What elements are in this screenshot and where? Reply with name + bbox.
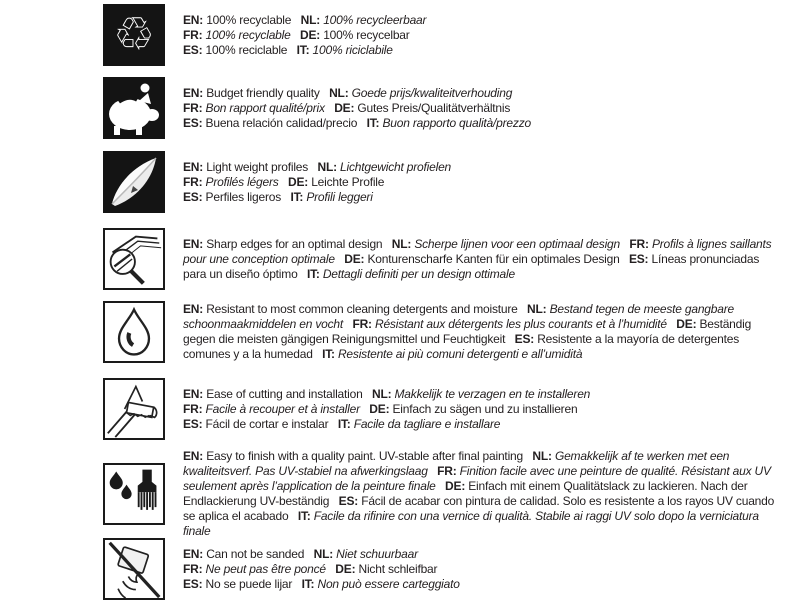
lang-label: FR:: [183, 100, 206, 115]
lang-label: EN:: [183, 159, 207, 174]
lang-text: Líneas pronunciadas para un diseño óptimo: [183, 251, 760, 281]
lang-text: Ne peut pas être poncé: [205, 561, 326, 576]
lang-label: EN:: [183, 12, 207, 27]
lang-entry-nl: [392, 237, 630, 251]
lang-text: Profils à lignes saillants pour une conception optimale: [183, 236, 772, 266]
text-line: [183, 86, 775, 101]
lang-label: DE:: [287, 174, 312, 189]
lang-text: Profili leggeri: [306, 189, 373, 204]
lang-label: ES:: [338, 494, 362, 508]
lang-label: NL:: [371, 386, 395, 401]
lang-label: NL:: [300, 12, 324, 27]
lang-entry-de: [334, 101, 519, 115]
lang-label: DE:: [676, 317, 700, 331]
lang-label: FR:: [183, 561, 206, 576]
lang-text: Scherpe lijnen voor een optimaal design: [414, 236, 620, 251]
lang-entry-it: [338, 417, 510, 431]
text-line: [183, 547, 775, 562]
lang-label: EN:: [183, 449, 207, 463]
lang-label: EN:: [183, 302, 207, 316]
lang-text: Finition facile avec une peinture de qualité. Résistant aux UV seulement après l’application de la peinture finale: [183, 464, 771, 493]
feature-row-recyclable: [103, 4, 783, 66]
lang-entry-it: [290, 190, 382, 204]
lang-entry-it: [322, 347, 592, 361]
lang-text: Fácil de cortar e instalar: [205, 416, 329, 431]
feature-text-recyclable: [183, 13, 775, 58]
lang-entry-fr: [183, 101, 334, 115]
water-droplet-icon: [103, 301, 165, 363]
lang-entry-de: [300, 28, 419, 42]
lang-label: FR:: [629, 236, 652, 251]
lang-entry-fr: [183, 28, 300, 42]
feature-text-no-sanding: [183, 547, 775, 592]
lang-entry-es: [183, 577, 302, 591]
lang-label: NL:: [391, 236, 415, 251]
lang-text: Light weight profiles: [206, 159, 309, 174]
feature-row-moisture-resistant: [103, 301, 783, 363]
lang-entry-fr: [183, 562, 335, 576]
lang-text: 100% recyclable: [206, 12, 292, 27]
lang-text: Facile da tagliare e installare: [353, 416, 501, 431]
text-line: [183, 577, 775, 592]
text-line: [183, 116, 775, 131]
lang-text: 100% recycelbar: [323, 27, 410, 42]
lang-text: Fácil de acabar con pintura de calidad. Solo es resistente a los rayos UV cuando se aplica el acabado: [183, 494, 775, 523]
lang-text: Facile à recouper et à installer: [205, 401, 360, 416]
lang-text: Facile da rifinire con una vernice di qualità. Stabile ai raggi UV solo dopo la verniciatura finale: [183, 509, 759, 538]
lang-label: EN:: [183, 386, 207, 401]
lang-text: Buon rapporto qualità/prezzo: [382, 115, 531, 130]
lang-entry-nl: [301, 13, 436, 27]
lang-label: FR:: [352, 317, 375, 331]
lang-entry-de: [288, 175, 394, 189]
lang-entry-en: [183, 449, 532, 463]
lang-text: Einfach mit einem Qualitätslack zu lackieren. Nach der Endlackierung UV-beständig: [183, 479, 748, 508]
text-line: [183, 28, 775, 43]
text-line: [183, 417, 775, 432]
lang-entry-nl: [314, 547, 428, 561]
lang-entry-it: [367, 116, 541, 130]
lang-text: Konturenscharfe Kanten für ein optimales Design: [367, 251, 620, 266]
lang-text: Leichte Profile: [311, 174, 385, 189]
lang-label: NL:: [317, 159, 341, 174]
recycle-icon: ♲: [103, 4, 165, 66]
lang-text: 100% recycleerbaar: [323, 12, 427, 27]
lang-text: Bestand tegen de meeste gangbare schoonmaakmiddelen en vocht: [183, 302, 734, 331]
lang-entry-de: [335, 562, 446, 576]
lang-label: FR:: [183, 401, 206, 416]
lang-text: Lichtgewicht profielen: [340, 159, 452, 174]
feature-row-lightweight-profiles: [103, 151, 783, 213]
lang-label: DE:: [334, 100, 358, 115]
lang-label: EN:: [183, 546, 207, 561]
feature-text-moisture-resistant: [183, 302, 775, 362]
lang-text: Ease of cutting and installation: [206, 386, 363, 401]
lang-label: IT:: [306, 266, 323, 281]
lang-entry-en: [183, 302, 527, 316]
lang-label: DE:: [344, 251, 368, 266]
lang-text: Makkelijk te verzagen en te installeren: [394, 386, 591, 401]
lang-entry-es: [183, 116, 367, 130]
lang-text: Beständig gegen die meisten gängigen Reinigungsmittel und Feuchtigkeit: [183, 317, 752, 346]
lang-label: IT:: [296, 42, 313, 57]
lang-text: Résistant aux détergents les plus courants et à l’humidité: [374, 317, 667, 331]
lang-entry-es: [183, 190, 290, 204]
text-line: [183, 160, 775, 175]
lang-label: ES:: [628, 251, 652, 266]
lang-entry-nl: [317, 160, 460, 174]
paint-brush-drops-icon: [103, 463, 165, 525]
lang-text: Non può essere carteggiato: [317, 576, 460, 591]
lang-label: ES:: [514, 332, 538, 346]
sharp-edge-magnifier-icon: [103, 228, 165, 290]
lang-text: Buena relación calidad/precio: [205, 115, 358, 130]
feature-text-sharp-edges: [183, 237, 775, 282]
lang-label: DE:: [300, 27, 324, 42]
lang-label: IT:: [301, 576, 318, 591]
text-line: [183, 101, 775, 116]
feature-text-easy-cutting-installation: [183, 387, 775, 432]
lang-text: Nicht schleifbar: [358, 561, 438, 576]
lang-text: Sharp edges for an optimal design: [206, 236, 383, 251]
lang-label: IT:: [322, 347, 338, 361]
text-line: [183, 402, 775, 417]
lang-label: FR:: [437, 464, 460, 478]
lang-text: Perfiles ligeros: [205, 189, 282, 204]
lang-label: FR:: [183, 174, 206, 189]
lang-label: DE:: [335, 561, 359, 576]
lang-text: Gemakkelijk af te werken met een kwaliteitsverf. Pas UV-stabiel na afwerkingslaag: [183, 449, 730, 478]
lang-entry-de: [344, 252, 629, 266]
text-line: [183, 43, 775, 58]
lang-entry-en: [183, 86, 329, 100]
feature-text-budget-friendly: [183, 86, 775, 131]
lang-entry-it: [307, 267, 524, 281]
lang-label: IT:: [290, 189, 307, 204]
feature-row-budget-friendly: [103, 77, 783, 139]
lang-label: IT:: [337, 416, 354, 431]
lang-entry-it: [297, 43, 402, 57]
lang-text: Profilés légers: [205, 174, 279, 189]
feature-text-lightweight-profiles: [183, 160, 775, 205]
lang-text: Resistente ai più comuni detergenti e all’umidità: [337, 347, 583, 361]
lang-label: ES:: [183, 576, 206, 591]
lang-label: DE:: [445, 479, 469, 493]
lang-label: ES:: [183, 189, 206, 204]
lang-text: Resistente a la mayoría de detergentes comunes y a la humedad: [183, 332, 740, 361]
lang-entry-de: [369, 402, 587, 416]
feature-row-paint-finish-uv: [103, 449, 783, 539]
lang-entry-en: [183, 237, 392, 251]
lang-label: ES:: [183, 42, 206, 57]
lang-label: EN:: [183, 236, 207, 251]
lang-text: 100% reciclable: [205, 42, 288, 57]
feature-text-paint-finish-uv: [183, 449, 775, 539]
lang-label: NL:: [329, 85, 352, 100]
feather-icon: [103, 151, 165, 213]
lang-text: Can not be sanded: [206, 546, 305, 561]
lang-entry-es: [183, 417, 338, 431]
lang-label: NL:: [532, 449, 555, 463]
lang-entry-nl: [329, 86, 522, 100]
lang-text: Einfach zu sägen und zu installieren: [392, 401, 578, 416]
lang-text: No se puede lijar: [205, 576, 293, 591]
lang-entry-nl: [372, 387, 600, 401]
text-line: [183, 13, 775, 28]
lang-entry-es: [183, 43, 297, 57]
lang-text: Dettagli definiti per un design ottimale: [322, 266, 515, 281]
lang-label: NL:: [527, 302, 550, 316]
text-line: [183, 190, 775, 205]
lang-entry-it: [302, 577, 470, 591]
lang-entry-fr: [352, 317, 676, 331]
lang-text: Gutes Preis/Qualitätverhältnis: [357, 100, 511, 115]
lang-label: EN:: [183, 85, 207, 100]
lang-entry-en: [183, 13, 301, 27]
lang-label: ES:: [183, 416, 206, 431]
feature-row-no-sanding: [103, 538, 783, 600]
lang-text: Easy to finish with a quality paint. UV-stable after final painting: [206, 449, 523, 463]
lang-label: DE:: [369, 401, 393, 416]
lang-text: Budget friendly quality: [206, 85, 320, 100]
lang-entry-fr: [183, 175, 288, 189]
piggy-bank-icon: [103, 77, 165, 139]
lang-entry-en: [183, 160, 317, 174]
lang-label: IT:: [297, 509, 314, 523]
lang-entry-en: [183, 547, 314, 561]
lang-entry-en: [183, 387, 372, 401]
lang-text: Goede prijs/kwaliteitverhouding: [351, 85, 513, 100]
feature-row-easy-cutting-installation: [103, 378, 783, 440]
feature-row-sharp-edges: [103, 228, 783, 290]
lang-text: 100% recyclable: [205, 27, 291, 42]
text-line: [183, 387, 775, 402]
lang-entry-fr: [183, 402, 369, 416]
lang-text: Resistant to most common cleaning detergents and moisture: [206, 302, 518, 316]
saw-cutting-icon: [103, 378, 165, 440]
lang-text: Bon rapport qualité/prix: [205, 100, 325, 115]
text-line: [183, 175, 775, 190]
lang-text: 100% riciclabile: [312, 42, 393, 57]
lang-label: NL:: [313, 546, 337, 561]
no-sanding-icon: [103, 538, 165, 600]
text-line: [183, 562, 775, 577]
lang-label: IT:: [366, 115, 383, 130]
lang-label: FR:: [183, 27, 206, 42]
lang-text: Niet schuurbaar: [336, 546, 418, 561]
lang-label: ES:: [183, 115, 206, 130]
